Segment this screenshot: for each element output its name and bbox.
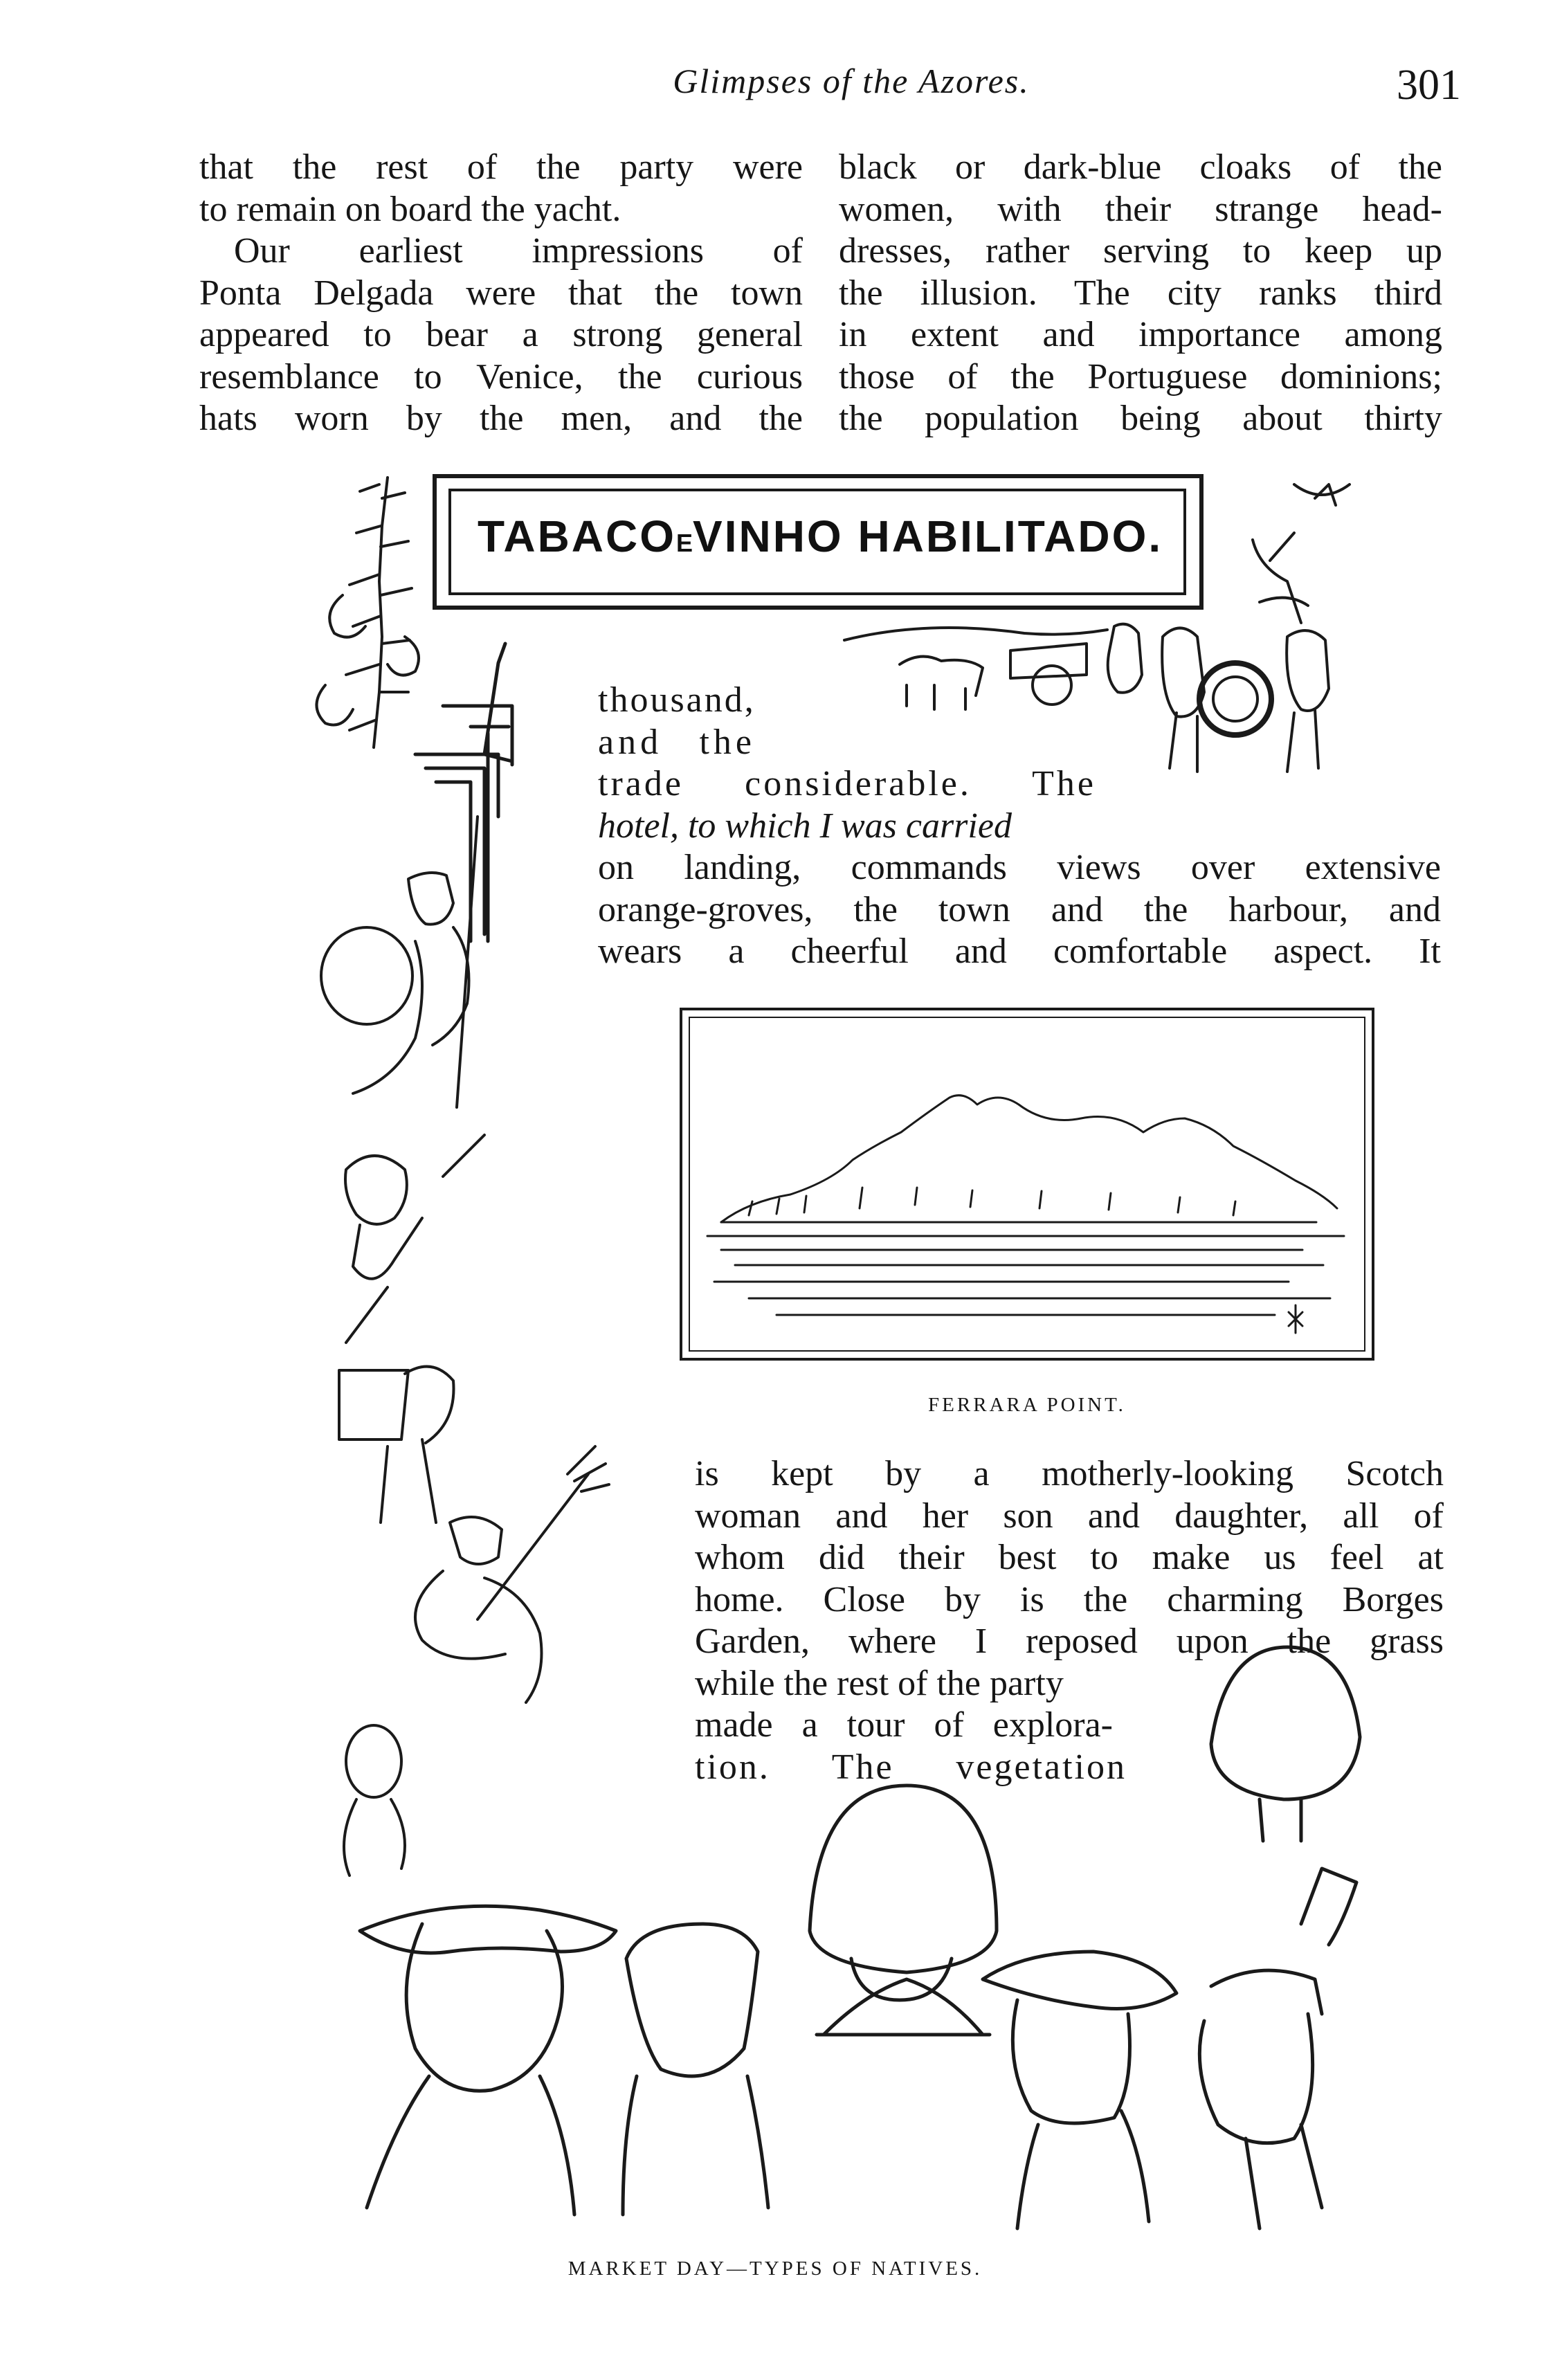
ferrara-point-caption: FERRARA POINT. <box>928 1394 1126 1416</box>
sign-word-tabaco: TABACO <box>478 511 676 561</box>
body-block-1 <box>598 680 1441 973</box>
text-line: orange-groves, the town and the harbour, and <box>598 889 1441 929</box>
body-block-2 <box>695 1453 1444 1788</box>
vine-illustration <box>317 478 419 747</box>
doorway-illustration <box>415 734 498 941</box>
text-line: Ponta Delgada were that the town <box>199 273 803 313</box>
text-line: wears a cheerful and comfortable aspect. It <box>598 932 1441 971</box>
market-day-caption: MARKET DAY—TYPES OF NATIVES. <box>567 2258 983 2280</box>
text-line: women, with their strange head- <box>839 189 1442 229</box>
text-line: Garden, where I reposed upon the grass <box>695 1622 1444 1661</box>
figures-left-illustration <box>321 817 609 1875</box>
text-line: the population being about thirty <box>839 399 1442 438</box>
running-title: Glimpses of the Azores. <box>673 62 1030 100</box>
text-line: resemblance to Venice, the curious <box>199 356 803 397</box>
text-line: on landing, commands views over extensive <box>598 848 1441 887</box>
text-line: home. Close by is the charming Borges <box>695 1579 1444 1619</box>
text-line: appeared to bear a strong general <box>199 315 803 354</box>
text-line: is kept by a motherly-looking Scotch <box>695 1454 1444 1493</box>
text-line: woman and her son and daughter, all of <box>695 1496 1444 1536</box>
text-line: and the <box>598 722 756 762</box>
text-line: dresses, rather serving to keep up <box>839 231 1442 271</box>
shop-sign-text <box>478 511 1163 562</box>
text-line: to remain on board the yacht. <box>199 189 621 229</box>
text-line: that the rest of the party were <box>199 147 803 187</box>
text-line: trade considerable. The <box>598 764 1096 803</box>
text-line: those of the Portuguese dominions; <box>839 356 1442 397</box>
sign-conjunction: E <box>676 529 693 557</box>
text-line: thousand, <box>598 680 756 720</box>
text-line: the illusion. The city ranks third <box>839 273 1442 313</box>
text-line: hotel, to which I was carried <box>598 806 1012 846</box>
text-line: black or dark-blue cloaks of the <box>839 147 1442 187</box>
text-line: whom did their best to make us feel at <box>695 1538 1444 1577</box>
sign-word-vinho: VINHO HABILITADO. <box>693 511 1163 561</box>
text-line: made a tour of explora- <box>695 1705 1113 1745</box>
ferrara-point-figure <box>680 1008 1374 1361</box>
page-number: 301 <box>1397 62 1461 109</box>
text-line: hats worn by the men, and the <box>199 399 803 438</box>
text-line: in extent and importance among <box>839 315 1442 354</box>
ferrara-point-engraving <box>680 1008 1374 1361</box>
text-line: while the rest of the party <box>695 1663 1064 1703</box>
text-line: tion. The vegetation <box>695 1747 1127 1787</box>
text-line: Our earliest impressions of <box>234 231 803 271</box>
